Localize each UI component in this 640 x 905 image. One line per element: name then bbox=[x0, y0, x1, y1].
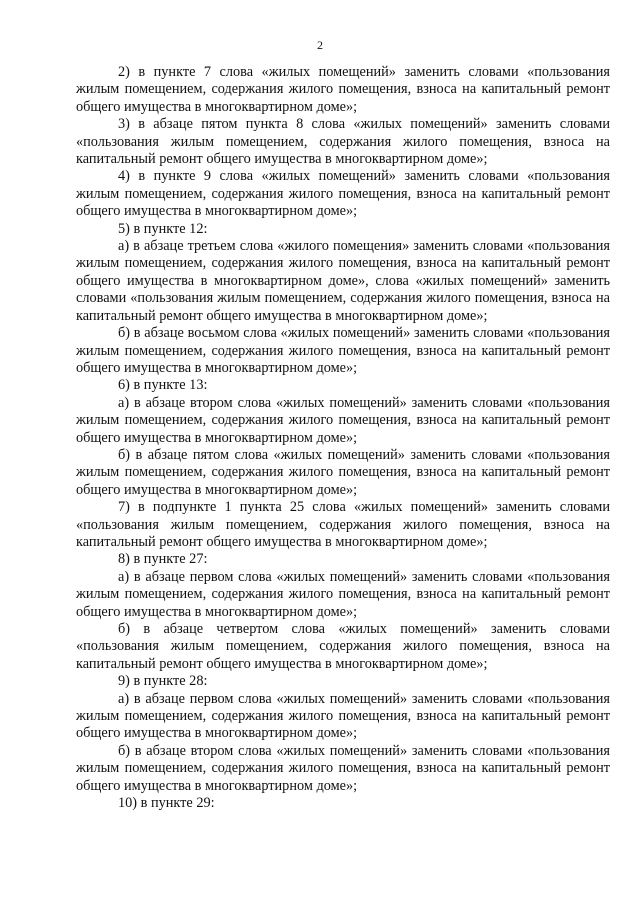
document-body bbox=[76, 64, 610, 812]
paragraph-item-9a: а) в абзаце первом слова «жилых помещений» заменить словами «пользования жилым помещением, содержания жилого помещения, взноса на капитальный ремонт общего имущества в многоквартирном доме»; bbox=[76, 690, 610, 742]
paragraph-item-10: 10) в пункте 29: bbox=[118, 795, 215, 812]
paragraph-item-9: 9) в пункте 28: bbox=[118, 673, 208, 690]
paragraph-item-6a: а) в абзаце втором слова «жилых помещений» заменить словами «пользования жилым помещением, содержания жилого помещения, взноса на капитальный ремонт общего имущества в многоквартирном доме»; bbox=[76, 394, 610, 446]
paragraph-item-2: 2) в пункте 7 слова «жилых помещений» заменить словами «пользования жилым помещением, содержания жилого помещения, взноса на капитальный ремонт общего имущества в многоквартирном доме»; bbox=[76, 64, 610, 115]
paragraph-item-6b: б) в абзаце пятом слова «жилых помещений» заменить словами «пользования жилым помещением, содержания жилого помещения, взноса на капитальный ремонт общего имущества в многоквартирном доме»; bbox=[76, 446, 610, 498]
paragraph-item-5: 5) в пункте 12: bbox=[118, 220, 208, 237]
paragraph-item-3: 3) в абзаце пятом пункта 8 слова «жилых помещений» заменить словами «пользования жилым помещением, содержания жилого помещения, взноса на капитальный ремонт общего имущества в многоквартирном доме»; bbox=[76, 116, 610, 168]
page-number: 2 bbox=[317, 38, 323, 52]
paragraph-item-4: 4) в пункте 9 слова «жилых помещений» заменить словами «пользования жилым помещением, содержания жилого помещения, взноса на капитальный ремонт общего имущества в многоквартирном доме»; bbox=[76, 168, 610, 220]
paragraph-item-5b: б) в абзаце восьмом слова «жилых помещений» заменить словами «пользования жилым помещением, содержания жилого помещения, взноса на капитальный ремонт общего имущества в многоквартирном доме»; bbox=[76, 325, 610, 376]
paragraph-item-8: 8) в пункте 27: bbox=[118, 551, 208, 568]
paragraph-item-5a: а) в абзаце третьем слова «жилого помещения» заменить словами «пользования жилым помещением, содержания жилого помещения, взноса на капитальный ремонт общего имущества в многоквартирном доме», слова «жилых помещений» заменить словами «пользования жилым помещением, содержания жилого помещения, взноса на капитальный ремонт общего имущества в многоквартирном доме»; bbox=[76, 238, 610, 324]
paragraph-item-8a: а) в абзаце первом слова «жилых помещений» заменить словами «пользования жилым помещением, содержания жилого помещения, взноса на капитальный ремонт общего имущества в многоквартирном доме»; bbox=[76, 568, 610, 620]
paragraph-item-8b: б) в абзаце четвертом слова «жилых помещений» заменить словами «пользования жилым помещением, содержания жилого помещения, взноса на капитальный ремонт общего имущества в многоквартирном доме»; bbox=[76, 621, 610, 672]
paragraph-item-7: 7) в подпункте 1 пункта 25 слова «жилых помещений» заменить словами «пользования жилым помещением, содержания жилого помещения, взноса на капитальный ремонт общего имущества в многоквартирном доме»; bbox=[76, 499, 610, 550]
paragraph-item-9b: б) в абзаце втором слова «жилых помещений» заменить словами «пользования жилым помещением, содержания жилого помещения, взноса на капитальный ремонт общего имущества в многоквартирном доме»; bbox=[76, 742, 610, 794]
paragraph-item-6: 6) в пункте 13: bbox=[118, 377, 208, 394]
